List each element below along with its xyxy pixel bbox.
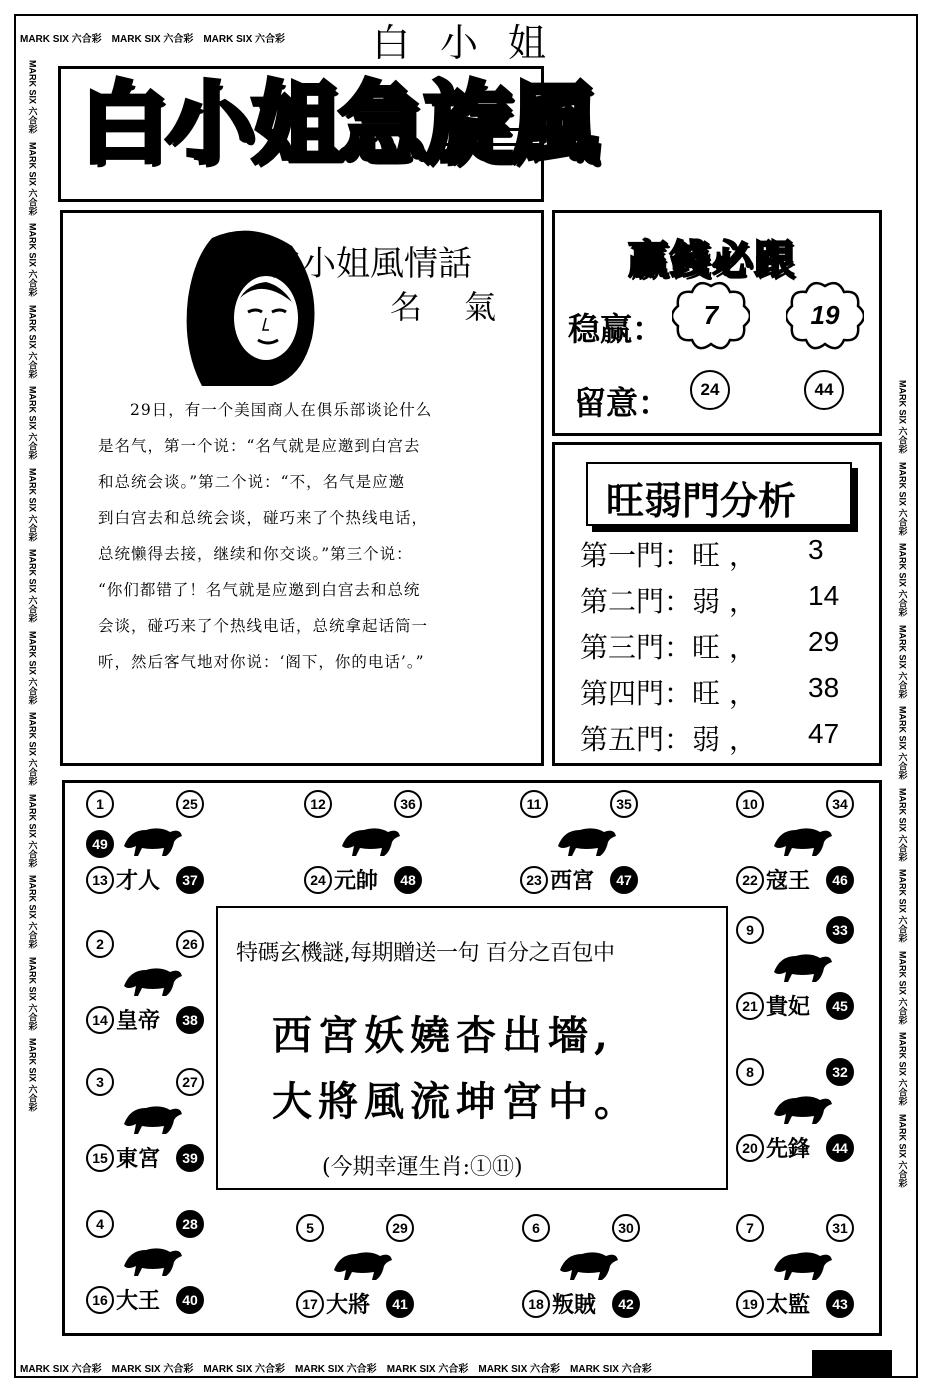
zodiac-number: 26 (176, 930, 204, 958)
rooster-icon (766, 938, 836, 986)
bottom-watermark-strip: MARK SIX 六合彩 MARK SIX 六合彩 MARK SIX 六合彩 MARK SIX 六合彩 MARK SIX 六合彩 MARK SIX 六合彩 MARK SIX 六合彩 (20, 1363, 652, 1375)
zodiac-number: 1 (86, 790, 114, 818)
gate-row-3: 第三門：旺 ， 29 (580, 626, 840, 664)
zodiac-number: 25 (176, 790, 204, 818)
goat-icon (550, 812, 620, 860)
zodiac-number: 6 (522, 1214, 550, 1242)
zodiac-name: 太監 (766, 1292, 811, 1318)
zodiac-number: 12 (304, 790, 332, 818)
rat-icon (552, 1236, 622, 1284)
zodiac-number: 21 (736, 992, 764, 1020)
horse-icon (334, 812, 404, 860)
story-line: “你们都错了！名气就是应邀到白宫去和总统 (98, 581, 421, 599)
zodiac-number: 35 (610, 790, 638, 818)
zodiac-number: 30 (612, 1214, 640, 1242)
zodiac-number: 48 (394, 866, 422, 894)
zodiac-name: 才人 (116, 868, 161, 894)
zodiac-number: 4 (86, 1210, 114, 1238)
zodiac-number: 28 (176, 1210, 204, 1238)
story-subheading: 名氣 (390, 288, 539, 326)
zodiac-number: 46 (826, 866, 854, 894)
zodiac-number: 8 (736, 1058, 764, 1086)
zodiac-number: 29 (386, 1214, 414, 1242)
story-line: 到白宫去和总统会谈，碰巧来了个热线电话， (98, 509, 429, 527)
zodiac-number: 42 (612, 1290, 640, 1318)
zodiac-number: 17 (296, 1290, 324, 1318)
ox-icon (326, 1236, 396, 1284)
zodiac-number: 18 (522, 1290, 550, 1318)
zodiac-number: 38 (176, 1006, 204, 1034)
zodiac-name: 叛賊 (552, 1292, 597, 1318)
watch-number-2: 44 (804, 370, 844, 410)
dog-icon (766, 1080, 836, 1128)
zodiac-number: 3 (86, 1068, 114, 1096)
zodiac-number: 22 (736, 866, 764, 894)
gate-row-1: 第一門：旺 ， 3 (580, 534, 824, 572)
riddle-header: 特碼玄機謎,每期贈送一句 百分之百包中 (236, 941, 615, 966)
zodiac-name: 元帥 (334, 868, 379, 894)
zodiac-number: 49 (86, 830, 114, 858)
zodiac-number: 45 (826, 992, 854, 1020)
zodiac-number: 16 (86, 1286, 114, 1314)
top-title: 白小姐 (372, 21, 577, 65)
gate-row-2: 第二門：弱 ， 14 (580, 580, 840, 618)
story-line: 听，然后客气地对你说：‘阁下，你的电话’。” (98, 653, 425, 671)
stable-flower-2: 19 (786, 280, 864, 350)
riddle-line-1: 西宮妖嬈杏出墻, (272, 1012, 614, 1059)
zodiac-name: 西宮 (550, 868, 595, 894)
tiger-icon (116, 1232, 186, 1280)
zodiac-number: 10 (736, 790, 764, 818)
zodiac-number: 11 (520, 790, 548, 818)
bottom-black-bar (812, 1350, 892, 1376)
story-heading: 白小姐風情話 (268, 244, 472, 284)
snake-icon (116, 812, 186, 860)
story-line: 会谈，碰巧来了个热线电话，总统拿起话筒一 (98, 617, 429, 635)
zodiac-number: 19 (736, 1290, 764, 1318)
zodiac-number: 47 (610, 866, 638, 894)
lucky-zodiac: (今期幸運生肖:①⑪) (322, 1155, 523, 1180)
title-dash (440, 128, 544, 146)
right-watermark-strip: MARK SIX 六合彩 MARK SIX 六合彩 MARK SIX 六合彩 MARK SIX 六合彩 MARK SIX 六合彩 MARK SIX 六合彩 MARK SIX 六合彩 MARK SIX 六合彩 MARK SIX 六合彩 MARK SIX 六合彩 (897, 380, 908, 1188)
story-text (98, 392, 510, 680)
zodiac-number: 5 (296, 1214, 324, 1242)
zodiac-number: 41 (386, 1290, 414, 1318)
zodiac-number: 40 (176, 1286, 204, 1314)
story-line: 总统懒得去接，继续和你交谈。”第三个说： (98, 545, 413, 563)
watch-number-1: 24 (690, 370, 730, 410)
gate-row-5: 第五門：弱 ， 47 (580, 718, 840, 756)
zodiac-number: 33 (826, 916, 854, 944)
zodiac-name: 寇王 (766, 868, 811, 894)
stable-label: 稳赢： (568, 310, 665, 348)
zodiac-number: 44 (826, 1134, 854, 1162)
zodiac-name: 大將 (326, 1292, 371, 1318)
zodiac-number: 34 (826, 790, 854, 818)
zodiac-number: 36 (394, 790, 422, 818)
zodiac-number: 24 (304, 866, 332, 894)
zodiac-number: 15 (86, 1144, 114, 1172)
zodiac-name: 東宮 (116, 1146, 161, 1172)
zodiac-name: 皇帝 (116, 1008, 161, 1034)
zodiac-name: 先鋒 (766, 1136, 811, 1162)
zodiac-number: 14 (86, 1006, 114, 1034)
gate-row-4: 第四門：旺 ， 38 (580, 672, 840, 710)
gates-title: 旺弱門分析 (606, 479, 797, 523)
zodiac-number: 23 (520, 866, 548, 894)
dragon-icon (116, 952, 186, 1000)
story-line: 和总统会谈。”第二个说：“不，名气是应邀 (98, 473, 406, 491)
stable-flower-1: 7 (672, 280, 750, 350)
zodiac-number: 37 (176, 866, 204, 894)
zodiac-number: 43 (826, 1290, 854, 1318)
left-watermark-strip: MARK SIX 六合彩 MARK SIX 六合彩 MARK SIX 六合彩 MARK SIX 六合彩 MARK SIX 六合彩 MARK SIX 六合彩 MARK SIX 六合彩 MARK SIX 六合彩 MARK SIX 六合彩 MARK SIX 六合彩 MARK SIX 六合彩 MARK SIX 六合彩 MARK SIX 六合彩 (27, 60, 38, 1112)
pig-icon (766, 1236, 836, 1284)
zodiac-number: 7 (736, 1214, 764, 1242)
zodiac-number: 9 (736, 916, 764, 944)
story-line: 29日，有一个美国商人在俱乐部谈论什么 (130, 401, 433, 419)
zodiac-number: 39 (176, 1144, 204, 1172)
top-watermark-strip: MARK SIX 六合彩 MARK SIX 六合彩 MARK SIX 六合彩 (20, 33, 286, 45)
zodiac-number: 31 (826, 1214, 854, 1242)
zodiac-number: 27 (176, 1068, 204, 1096)
zodiac-number: 32 (826, 1058, 854, 1086)
win-box-title: 贏錢必跟 (628, 237, 796, 283)
zodiac-number: 20 (736, 1134, 764, 1162)
main-title: 白小姐急旋風 (80, 72, 597, 175)
zodiac-number: 2 (86, 930, 114, 958)
zodiac-name: 大王 (116, 1288, 161, 1314)
riddle-line-2: 大將風流坤宮中。 (272, 1078, 640, 1125)
story-line: 是名气，第一个说：“名气就是应邀到白宫去 (98, 437, 421, 455)
watch-label: 留意： (574, 384, 671, 422)
monkey-icon (766, 812, 836, 860)
zodiac-name: 貴妃 (766, 994, 811, 1020)
zodiac-number: 13 (86, 866, 114, 894)
rabbit-icon (116, 1090, 186, 1138)
